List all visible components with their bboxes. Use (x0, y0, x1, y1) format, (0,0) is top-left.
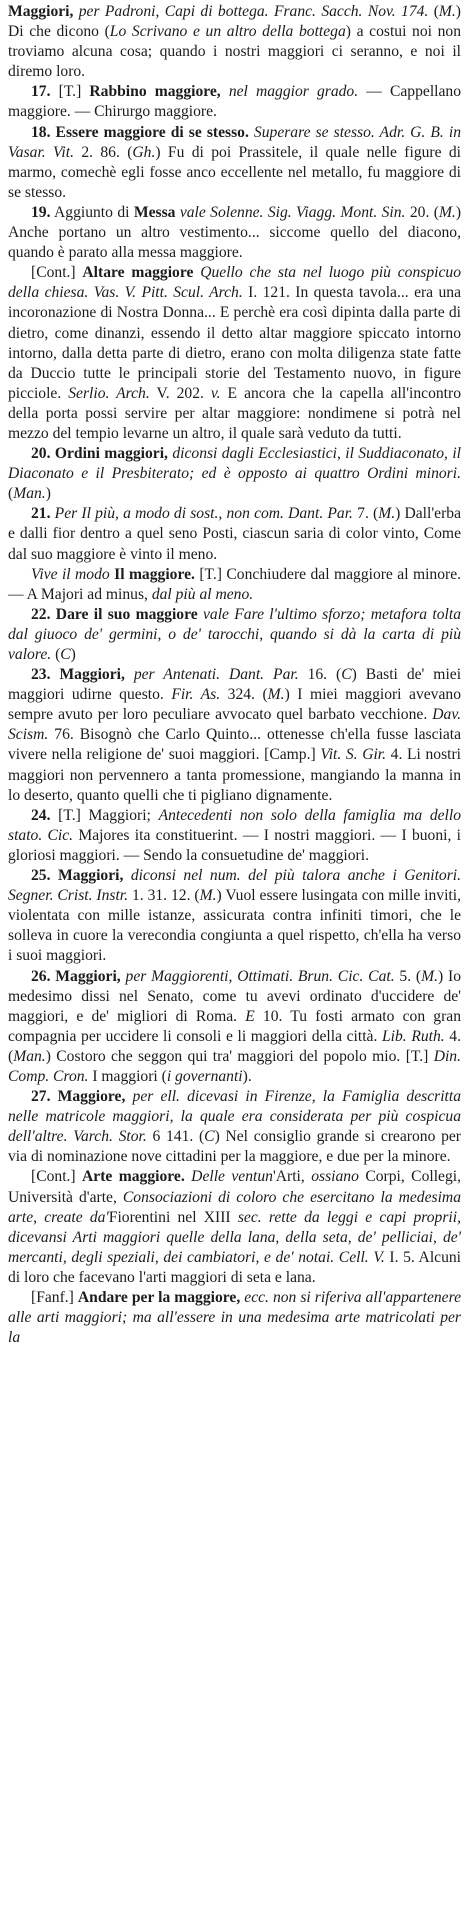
entry-text: ) Vuol essere lusingata con mille inviti, violentata con mille istanze, assicurata contra infiniti timori, che le solleva in cuore la verecondia congiunta a quel rispetto, ch'ella ha verso i suoi maggiori. (8, 887, 461, 965)
entry-headword: 26. Maggiori, (31, 967, 121, 985)
entry-headword: 17. (31, 83, 51, 101)
entry-text: ) Anche portano un altro vestimento... siccome quello del diacono, quando è parato alla messa maggiore. (8, 203, 462, 262)
entry-text: ( (428, 3, 439, 20)
entry-headword: Andare per la maggiore, (77, 1289, 241, 1306)
entry-italic-text: Man. (13, 1047, 46, 1065)
entry-italic-text: per ell. dicevasi in Firenze, la Famiglia descritta nelle matricole maggiori, la quale era considerata per più cospicua dell'altre. Varch. Stor. (8, 1088, 461, 1146)
entry-italic-text: diconsi nel num. del più talora anche i Genitori. Segner. Crist. Instr. (8, 867, 462, 905)
entry-text: 1. 31. 12. ( (128, 887, 200, 905)
entry-italic-text: Fir. As. (171, 686, 221, 704)
entry-text: E ancora che la capella all'incontro della porta possi servire per altar maggiore: nondimene si potrà nel mezzo del tempio levarne un altro, il quale sarà veduto da tutti. (8, 384, 461, 442)
entry-italic-text: i governanti (166, 1067, 243, 1085)
entry-italic-text: M. (199, 887, 217, 905)
entry-text: V. 202. (149, 384, 211, 402)
entry-text: 4. Li nostri maggiori non pervennero a tanta promessione, mangiando la manna in lo deserto, quanto quelli che ti pigliano dignamente. (8, 746, 461, 804)
entry-text: Majores ita constituerint. — I nostri maggiori. — I buoni, i gloriosi maggiori. — Sendo la consuetudine de' maggiori. (8, 826, 461, 864)
dictionary-entry (8, 263, 461, 444)
entry-italic-text: Din. Comp. Cron. (8, 1047, 461, 1085)
dictionary-entry (8, 1167, 461, 1288)
entry-text: I maggiori ( (88, 1067, 167, 1085)
entry-italic-text: Lib. Ruth. (382, 1027, 445, 1045)
entry-headword: Rabbino maggiore, (89, 83, 221, 101)
entry-italic-text: ecc. non si riferiva all'appartenere alle arti maggiori; ma all'essere in una medesima arte matricolati per la (8, 1289, 461, 1347)
dictionary-entry (8, 2, 461, 82)
entry-text: 324. ( (220, 686, 268, 704)
entry-text: ) Dall'erba e dalli fior dentro a quel seno Posti, ciascun saria di color vinto, Come dal suo maggiore è vinto il meno. (8, 505, 461, 563)
entry-text: I. 5. Alcuni di loro che facevano l'arti maggiori di seta e lana. (8, 1248, 461, 1286)
entry-text: 76. Bisognò che Carlo Quinto... ottenesse ch'ella fusse lasciata vivere nella religione de' suoi maggiori. [Camp.] (8, 726, 461, 764)
entry-text: Fiorentini nel XIII (108, 1208, 238, 1226)
entry-text: ( (8, 485, 14, 503)
entry-text: ) Nel consiglio grande si crearono per via di nominazione nove cittadini per la maggiore, e due per la minore. (8, 1128, 461, 1166)
entry-headword: 21. (31, 505, 51, 523)
entry-italic-text: Lo Scrivano e un altro della bottega (109, 23, 346, 41)
dictionary-entry (8, 203, 461, 263)
dictionary-entry (8, 1087, 461, 1167)
entry-text: ) Basti de' miei maggiori udirne questo. (8, 666, 462, 704)
entry-text: ) a costui noi non troviamo alcuna cosa; quando i nostri maggiori ci seranno, e noi il diremo loro. (8, 23, 462, 81)
dictionary-entry (8, 123, 461, 203)
entry-italic-text: C (341, 666, 352, 684)
entry-italic-text: per Antenati. Dant. Par. (124, 666, 299, 684)
entry-italic-text: sec. rette da leggi e capi proprii, dicevansi Arti maggiori quelle della lana, della seta, de' pelliciai, de' mercanti, degli speziali, dei cambiatori, e de' notai. Cell. V. (8, 1208, 461, 1266)
entry-italic-text: nel maggior grado. (220, 83, 359, 101)
entry-text: 5. ( (394, 967, 422, 985)
entry-text: Corpi, Collegi, Università d'arte, (8, 1168, 461, 1206)
entry-italic-text: Man. (13, 485, 46, 503)
entry-italic-text: Vit. S. Gir. (320, 746, 387, 764)
entry-italic-text: Consociazioni di coloro che esercitano la medesima arte, create da' (8, 1188, 461, 1226)
entry-text: [T.] Maggiori; (50, 806, 159, 824)
entry-text: [Cont.] (31, 1168, 83, 1186)
entry-headword: Arte maggiore. (82, 1168, 185, 1186)
entry-italic-text: Quello che sta nel luogo più conspicuo della chiesa. Vas. V. Pitt. Scul. Arch. (8, 264, 461, 302)
entry-italic-text: vale Solenne. Sig. Viagg. Mont. Sin. (175, 203, 406, 221)
entry-italic-text: C (204, 1128, 215, 1146)
entry-text: 20. ( (405, 203, 439, 221)
entry-italic-text: per Padroni, Capi di bottega. Franc. Sacch. Nov. 174. (73, 3, 429, 20)
entry-italic-text: Gh. (132, 143, 156, 161)
dictionary-entry (8, 82, 461, 122)
entry-italic-text: M. (378, 505, 396, 523)
entry-italic-text: dal più al meno. (151, 585, 254, 603)
entry-text: ) I miei maggiori avevano sempre avuto per loro peculiare avvocato quel barbato vecchione. (8, 686, 461, 724)
entry-italic-text: vale Fare l'ultimo sforzo; metafora tolta dal giuoco de' germini, o de' tarocchi, quando si dà la carta di più valore. (8, 605, 461, 663)
dictionary-entry (8, 866, 461, 966)
entry-text: ) Di che dicono ( (8, 3, 461, 41)
entry-headword: 22. Dare il suo maggiore (31, 605, 198, 623)
entry-headword: 24. (31, 806, 51, 824)
dictionary-entry (8, 665, 461, 806)
entry-italic-text: Antecedenti non solo della famiglia ma dello stato. Cic. (8, 806, 462, 844)
entry-headword: 18. Essere maggiore di se stesso. (31, 123, 249, 141)
entry-italic-text: diconsi dagli Ecclesiastici, il Suddiaconato, il Diaconato e il Presbiterato; ed è opposto ai quattro Ordini minori. (8, 445, 461, 483)
entry-headword: Il maggiore. (109, 565, 195, 583)
entry-italic-text: M. (267, 686, 285, 704)
dictionary-entry (8, 565, 461, 605)
entry-text: 10. Tu fosti armato con gran compagnia per uccidere li consoli e li maggiori della città. (8, 1007, 461, 1045)
entry-text: ) (45, 485, 51, 503)
entry-text: 16. ( (298, 666, 342, 684)
entry-italic-text: Per Il più, a modo di sost., non com. Dant. Par. (50, 505, 353, 523)
entry-text: [T.] (50, 83, 90, 101)
entry-italic-text: v. (210, 384, 221, 402)
dictionary-entry (8, 967, 461, 1088)
entry-italic-text: Superare se stesso. Adr. G. B. in Vasar. Vit. (8, 123, 461, 161)
entry-italic-text: C (60, 646, 71, 663)
entry-text: [Cont.] (31, 264, 83, 282)
entry-italic-text: Delle ventun (184, 1168, 273, 1186)
entry-text: 'Arti, (272, 1168, 312, 1186)
dictionary-entry (8, 444, 461, 504)
entry-italic-text: Vive il modo (31, 565, 110, 583)
entry-italic-text: M. (421, 967, 438, 985)
dictionary-entry (8, 504, 461, 564)
entry-italic-text: M. (438, 3, 456, 20)
entry-text: ). (242, 1067, 252, 1085)
dictionary-entry (8, 1288, 461, 1348)
entry-italic-text: M. (438, 203, 456, 221)
entry-headword: 25. Maggiori, (31, 867, 124, 885)
entry-text: ) (70, 646, 76, 663)
entry-text: ) Fu di poi Prassitele, il quale nelle figure di marmo, comechè egli fosse anco eccellente nel metallo, fu maggiore di se stesso. (8, 143, 462, 201)
entry-headword: 19. (31, 203, 51, 221)
entry-text: ) Io medesimo dissi nel Senato, come tu avevi ordinato d'uccidere de' maggiori, e de' migliori di Roma. (8, 967, 461, 1025)
entry-italic-text: ossiano (311, 1168, 359, 1186)
entry-italic-text: per Maggiorenti, Ottimati. Brun. Cic. Cat. (120, 967, 395, 985)
entry-headword: 27. Maggiore, (31, 1088, 126, 1106)
entry-text: [T.] Conchiudere dal maggiore al minore. — A Majori ad minus, (8, 565, 462, 603)
entry-text: 6 141. ( (146, 1128, 205, 1146)
entry-text: — Cappellano maggiore. — Chirurgo maggiore. (8, 83, 461, 121)
entry-text: Aggiunto di (50, 203, 134, 221)
entry-italic-text: Serlio. Arch. (68, 384, 150, 402)
entry-text: ) Costoro che seggon qui tra' maggiori del popolo mio. [T.] (45, 1047, 434, 1065)
entry-headword: 23. Maggiori, (31, 666, 125, 684)
entry-text: [Fanf.] (31, 1289, 78, 1306)
entry-italic-text: E (245, 1007, 255, 1025)
entry-text: I. 121. In questa tavola... era una incoronazione di Nostra Donna... E perchè era così dipinta dalla parte di dietro, come dinanzi, essendo il detto altar maggiore spiccato intorno intorno, dalla detta parte di dietro, erano con molta diligenza state fatte da Duccio tutte le principali storie del Testamento nuovo, in figure picciole. (8, 284, 462, 402)
entry-text: 4. ( (8, 1027, 462, 1065)
entry-headword: Maggiori, (8, 3, 74, 20)
entry-headword: Messa (133, 203, 176, 221)
entry-headword: 20. Ordini maggiori, (31, 445, 168, 463)
entry-italic-text: Dav. Scism. (8, 706, 461, 744)
entry-text: 2. 86. ( (73, 143, 133, 161)
dictionary-entry (8, 806, 461, 866)
dictionary-entry (8, 605, 461, 665)
entry-headword: Altare maggiore (82, 264, 194, 282)
entry-text: 7. ( (352, 505, 379, 523)
entry-text: ( (51, 646, 61, 663)
